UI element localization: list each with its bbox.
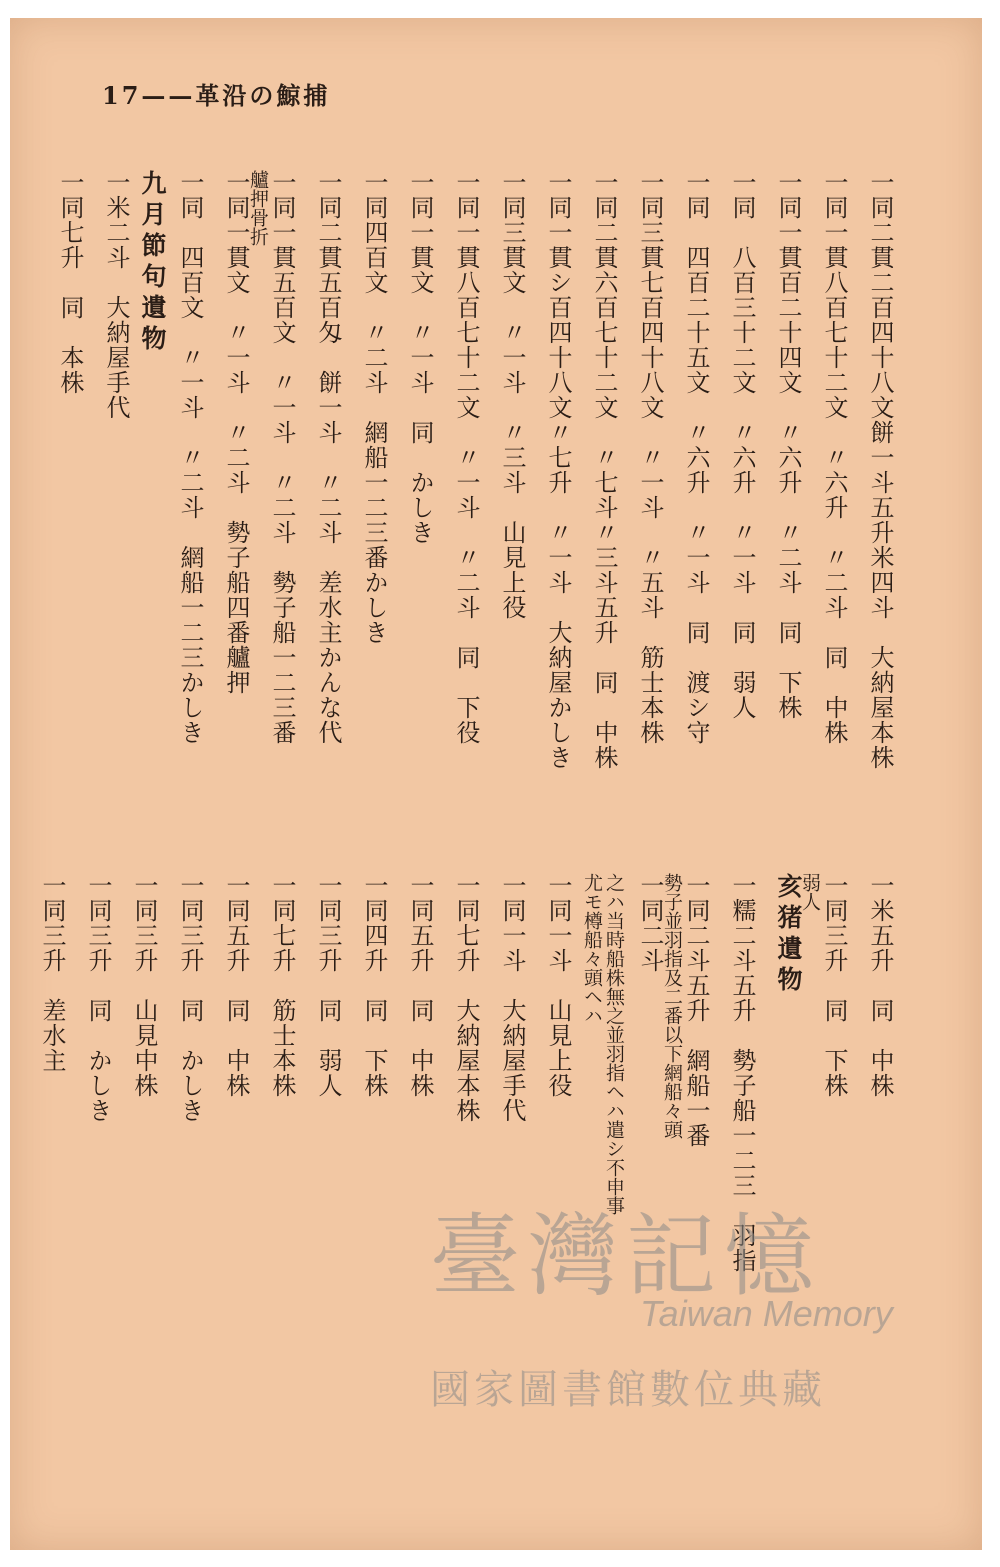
watermark xyxy=(430,1183,950,1453)
text-column: 一同 四百文 〃一斗 〃二斗 網船一二三かしき xyxy=(176,170,204,745)
text-column: 艫押骨折 xyxy=(247,170,269,246)
text-column: 一同七升 筋士本株 xyxy=(268,873,296,1098)
text-column: 一同四百文 〃二斗 網船一二三番かしき xyxy=(360,170,388,645)
text-column: 一同 四百二十五文 〃六升 〃一斗 同 渡シ守 xyxy=(682,170,710,745)
watermark-title: 臺灣記憶 xyxy=(430,1204,822,1309)
text-column: 一同三升 同 かしき xyxy=(176,873,204,1123)
text-column: 一同一貫百二十四文 〃六升 〃二斗 同 下株 xyxy=(774,170,802,720)
text-column: 一同四升 同 下株 xyxy=(360,873,388,1098)
text-column: 弱人 xyxy=(799,873,821,911)
text-column: 一同五升 同 中株 xyxy=(406,873,434,1098)
text-column: 一同三升 同 下株 xyxy=(820,873,848,1098)
text-column: 一同一斗 山見上役 xyxy=(544,873,572,1098)
text-column: 一同一貫文 〃一斗 同 かしき xyxy=(406,170,434,545)
text-column: 一同三升 差水主 xyxy=(38,873,66,1073)
page-header: 17——革沿の鯨捕 xyxy=(102,81,331,110)
text-column: 一同一貫五百文 〃一斗 〃二斗 勢子船一二三番 xyxy=(268,170,296,745)
text-column: 一同一貫文 〃一斗 〃二斗 勢子船四番艫押 xyxy=(222,170,250,695)
text-column: 一同 八百三十二文 〃六升 〃一斗 同 弱人 xyxy=(728,170,756,720)
text-column: 一同二貫五百匁 餅一斗 〃二斗 差水主かんな代 xyxy=(314,170,342,745)
text-column: 一同二貫二百四十八文餅一斗五升米四斗 大納屋本株 xyxy=(866,170,894,770)
text-column: 一米五升 同 中株 xyxy=(866,873,894,1098)
text-column: 尤モ樽船々頭ヘハ xyxy=(581,873,603,1025)
text-column: 一同一貫八百七十二文 〃六升 〃二斗 同 中株 xyxy=(820,170,848,745)
text-column: 一同三貫七百四十八文 〃一斗 〃五斗 筋士本株 xyxy=(636,170,664,745)
text-column: 亥猪遺物 xyxy=(774,873,803,997)
text-column: 一同二斗 xyxy=(636,873,664,973)
watermark-english: Taiwan Memory xyxy=(640,1293,893,1334)
text-column: 勢子並羽指及二番以下網船々頭 xyxy=(661,873,683,1139)
text-column: 一同二貫六百七十二文 〃七斗〃三斗五升 同 中株 xyxy=(590,170,618,770)
text-column: 一同一斗 大納屋手代 xyxy=(498,873,526,1123)
text-column: 一同七升 同 本株 xyxy=(56,170,84,395)
text-column: 一同三升 同 かしき xyxy=(84,873,112,1123)
text-column: 一同二斗五升 網船一番 xyxy=(682,873,710,1148)
watermark-subtitle: 國家圖書館數位典藏 xyxy=(430,1367,826,1413)
text-column: 一同一貫シ百四十八文〃七升 〃一斗 大納屋かしき xyxy=(544,170,572,770)
text-column: 一同三升 山見中株 xyxy=(130,873,158,1098)
text-column: 一同三貫文 〃一斗 〃三斗 山見上役 xyxy=(498,170,526,620)
text-column: 之ハ当時船株無之並羽指ヘハ遣シ不申事 xyxy=(603,873,625,1215)
text-column: 一同五升 同 中株 xyxy=(222,873,250,1098)
text-column: 一糯二斗五升 勢子船一二三 羽指 xyxy=(728,873,756,1273)
text-column: 一同七升 大納屋本株 xyxy=(452,873,480,1123)
text-column: 一同三升 同 弱人 xyxy=(314,873,342,1098)
text-column: 九月節句遺物 xyxy=(138,170,167,356)
text-column: 一米二斗 大納屋手代 xyxy=(102,170,130,420)
text-column: 一同一貫八百七十二文 〃一斗 〃二斗 同 下役 xyxy=(452,170,480,745)
document-page xyxy=(10,18,982,1550)
